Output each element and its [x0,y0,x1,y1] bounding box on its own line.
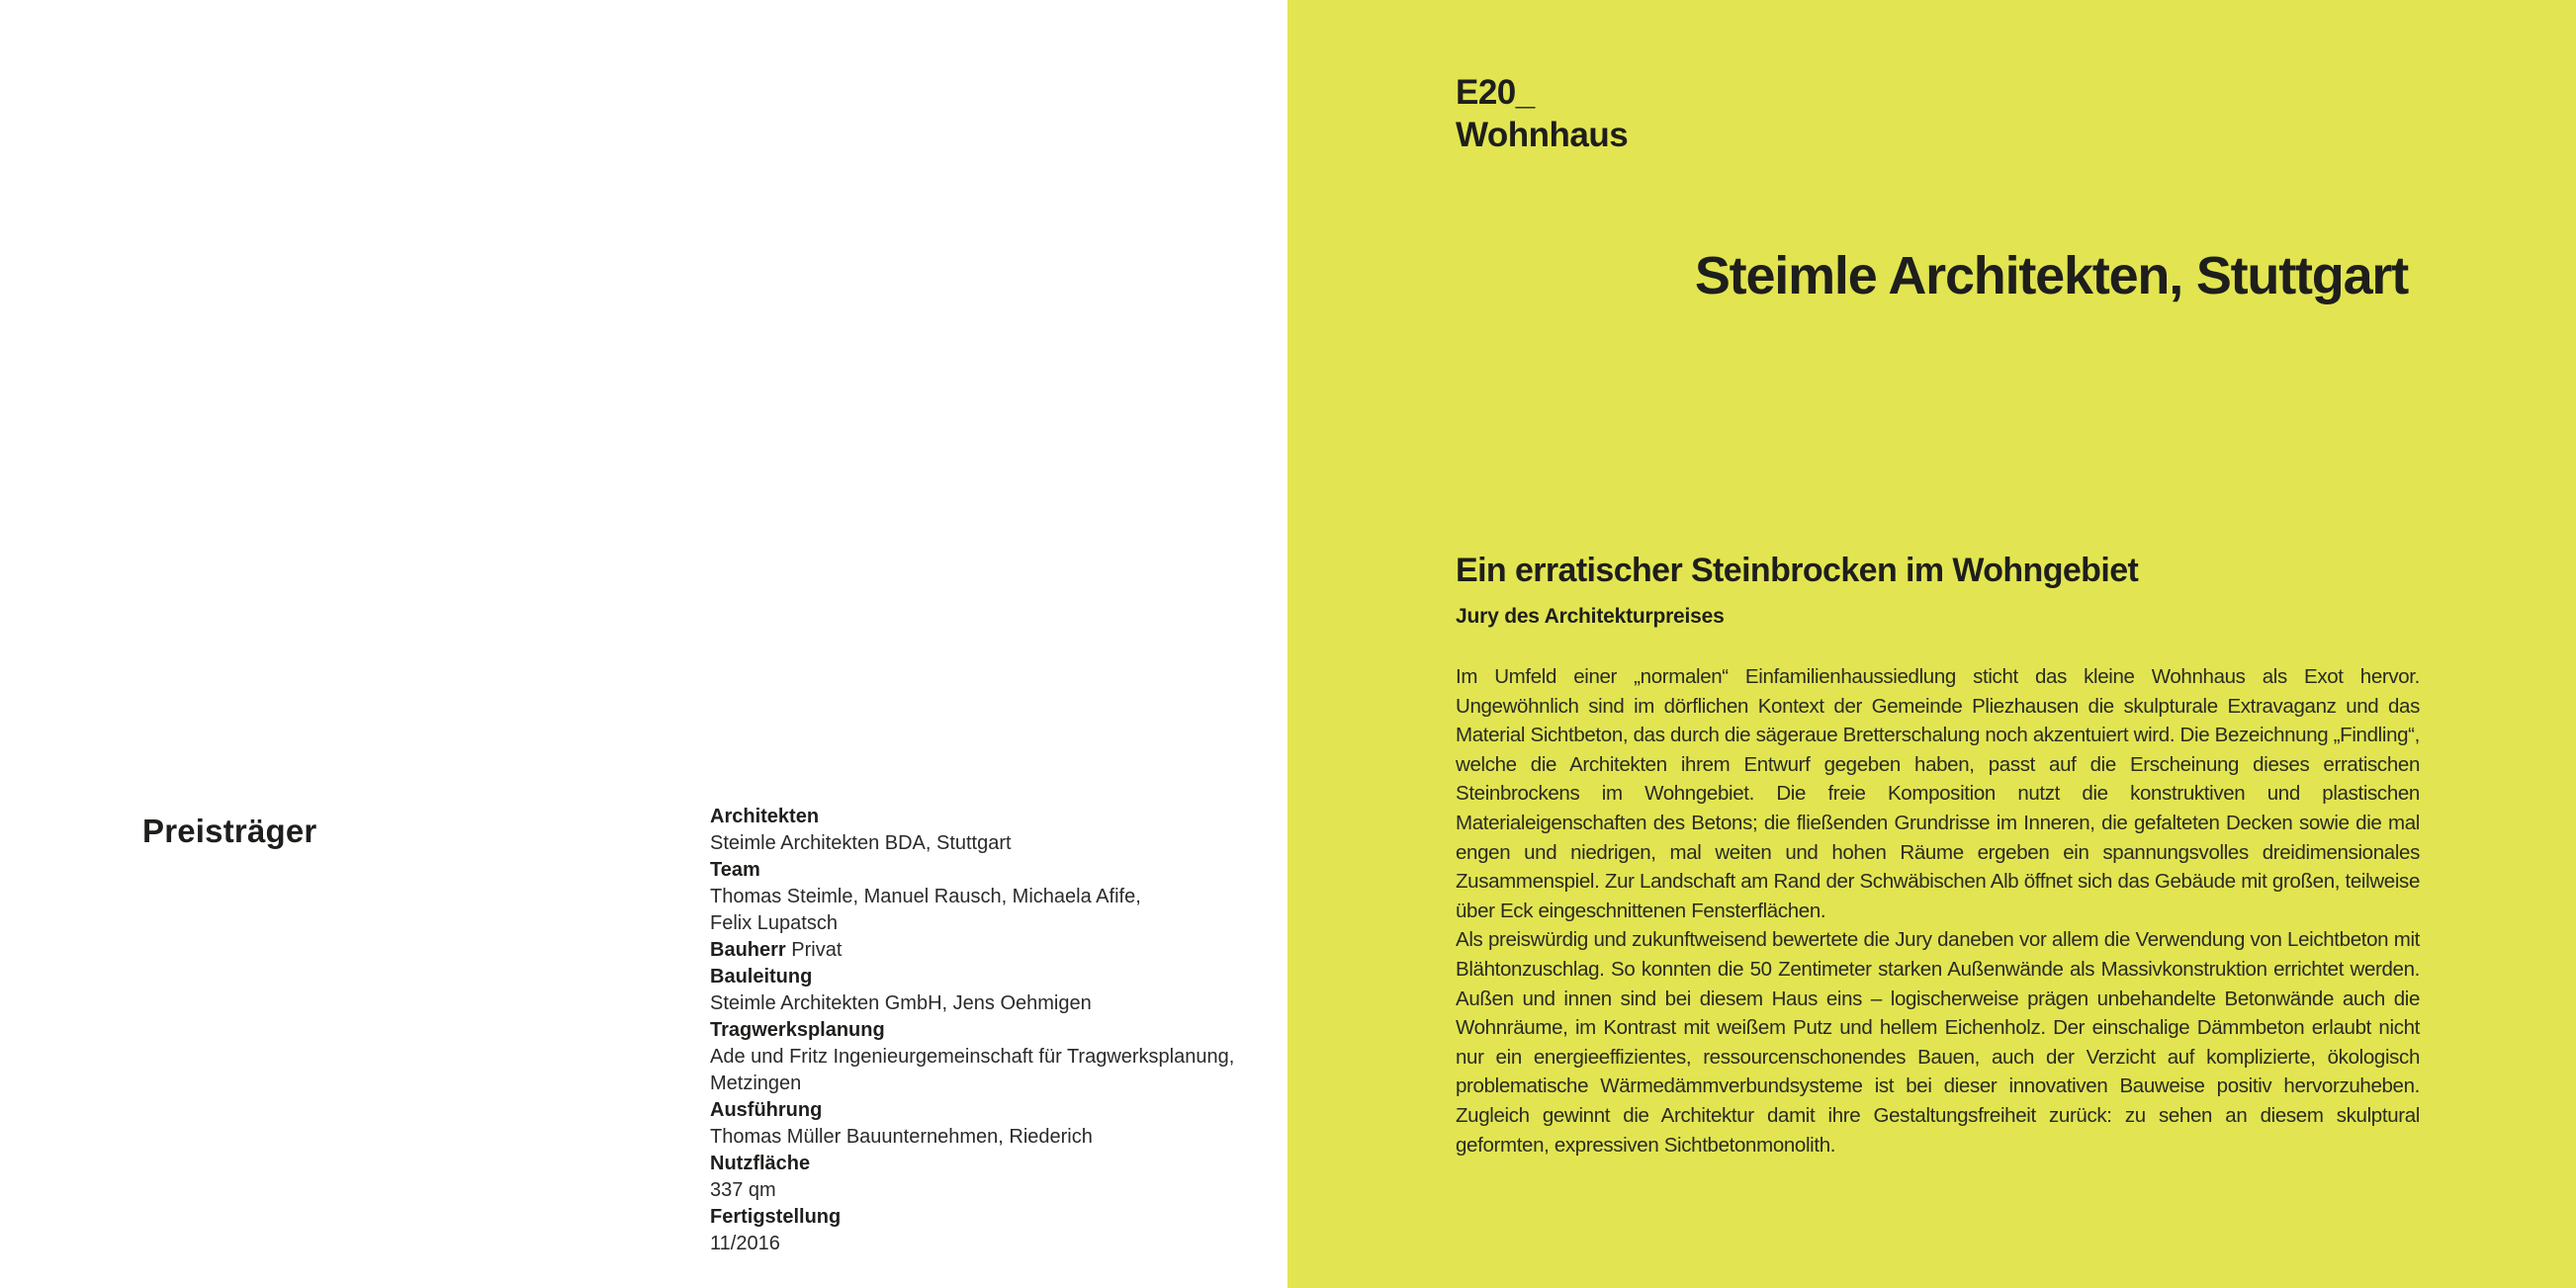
credit-label: Tragwerksplanung [710,1019,885,1041]
credit-label: Bauleitung [710,966,813,987]
credit-bauleitung [710,964,1264,1017]
credit-value: Thomas Müller Bauunternehmen, Riederich [710,1126,1093,1148]
credit-ausfuehrung [710,1097,1264,1151]
project-code: E20_ [1456,73,1535,112]
credit-label: Bauherr [710,939,786,961]
project-header [1456,71,1628,156]
article-subtitle: Jury des Architekturpreises [1456,605,1725,628]
article-paragraph: Im Umfeld einer „normalen“ Einfamilienhaussiedlung sticht das kleine Wohnhaus als Exot hervor. Ungewöhnlich sind im dörflichen Kontext der Gemeinde Pliezhausen die skulpturale Extravaganz und das Material Sichtbeton, das durch die sägeraue Bretterschalung noch akzentuiert wird. Die Bezeichnung „Findling“, welche die Architekten ihrem Entwurf gegeben haben, passt auf die Erscheinung dieses erratischen Steinbrockens im Wohngebiet. Die freie Komposition nutzt die konstruktiven und plastischen Materialeigenschaften des Betons; die fließenden Grundrisse im Inneren, die gefalteten Decken sowie die mal engen und niedrigen, mal weiten und hohen Räume ergeben ein spannungsvolles dreidimensionales Zusammenspiel. Zur Landschaft am Rand der Schwäbischen Alb öffnet sich das Gebäude mit großen, teilweise über Eck eingeschnittenen Fensterflächen. [1456,665,2420,922]
credit-tragwerksplanung [710,1017,1264,1097]
article-title: Ein erratischer Steinbrocken im Wohngebiet [1456,552,2139,589]
credit-label: Ausführung [710,1099,823,1121]
credit-label: Nutzfläche [710,1153,811,1174]
architect-name: Steimle Architekten, Stuttgart [1694,246,2408,305]
right-page [1288,0,2576,1288]
credit-value: Steimle Architekten GmbH, Jens Oehmigen [710,992,1092,1014]
credit-value: 337 qm [710,1179,776,1201]
credit-team [710,857,1264,937]
credit-label: Architekten [710,806,820,827]
credit-label: Fertigstellung [710,1206,842,1228]
credit-value: Privat [791,939,843,961]
credit-bauherr [710,937,1264,964]
credit-value: Steimle Architekten BDA, Stuttgart [710,832,1012,854]
section-label: Preisträger [142,813,317,849]
credit-label: Team [710,859,760,881]
credit-value: 11/2016 [710,1233,780,1254]
credit-fertigstellung [710,1204,1264,1257]
article-body [1456,662,2420,1159]
credit-value: Ade und Fritz Ingenieurgemeinschaft für Tragwerksplanung, Metzingen [710,1046,1235,1094]
credits-list [710,804,1264,1257]
credit-architekten [710,804,1264,857]
article-paragraph: Als preiswürdig und zukunftweisend bewertete die Jury daneben vor allem die Verwendung von Leichtbeton mit Blähtonzuschlag. So konnten die 50 Zentimeter starken Außenwände als Massivkonstruktion errichtet werden. Außen und innen sind bei diesem Haus eins – logischerweise prägen unbehandelte Betonwände auch die Wohnräume, im Kontrast mit weißem Putz und hellem Eichenholz. Der einschalige Dämmbeton erlaubt nicht nur ein energieeffizientes, ressourcenschonendes Bauen, auch der Verzicht auf komplizierte, ökologisch problematische Wärmedämmverbundsysteme ist bei dieser innovativen Bauweise positiv hervorzuheben. Zugleich gewinnt die Architektur damit ihre Gestaltungsfreiheit zurück: zu sehen an diesem skulptural geformten, expressiven Sichtbetonmonolith. [1456,928,2420,1157]
project-type: Wohnhaus [1456,116,1629,154]
credit-nutzflaeche [710,1151,1264,1204]
credit-value: Thomas Steimle, Manuel Rausch, Michaela Afife, Felix Lupatsch [710,886,1141,934]
